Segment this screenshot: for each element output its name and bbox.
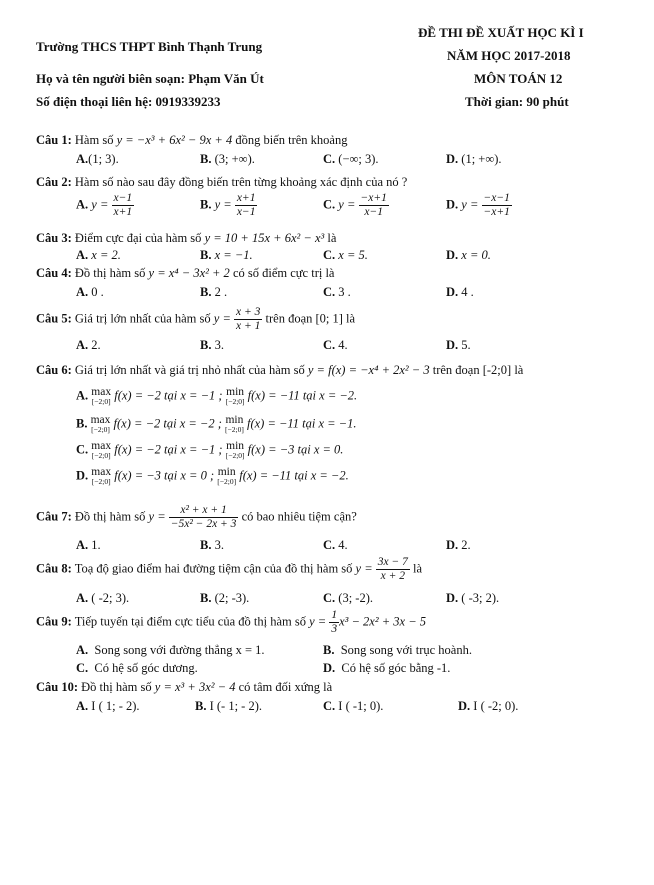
q5-option-c[interactable]: C. 4.	[323, 338, 348, 352]
question-5: Câu 5: Giá trị lớn nhất của hàm số y = $\frac{x + 3}{x + 1}$ trên đoạn [0; 1] là	[36, 306, 356, 332]
q10-option-c[interactable]: C. I ( -1; 0).	[323, 699, 384, 713]
q7-option-b[interactable]: B. 3.	[200, 538, 224, 552]
exam-title: ĐỀ THI ĐỀ XUẤT HỌC KÌ I	[418, 25, 584, 40]
q3-option-d[interactable]: D. x = 0.	[446, 248, 491, 262]
q10-option-b[interactable]: B. I (- 1; - 2).	[195, 699, 263, 713]
q4-option-b[interactable]: B. 2 .	[200, 285, 228, 299]
phone-line: Số điện thoại liên hệ: 0919339233	[36, 94, 221, 109]
question-10: Câu 10: Đồ thị hàm số y = x³ + 3x² − 4 có tâm đối xứng là	[36, 680, 333, 694]
q7-option-d[interactable]: D. 2.	[446, 538, 471, 552]
q1-option-b[interactable]: B. (3; +∞).	[200, 152, 255, 166]
q3-option-a[interactable]: A. x = 2.	[76, 248, 121, 262]
question-7: Câu 7: Đồ thị hàm số y = $\frac{\text{x² + x + 1}}{\text{−5x² − 2x + 3}}$ có bao nhiêu tiệm cận?	[36, 504, 357, 530]
school-name: Trường THCS THPT Bình Thạnh Trung	[36, 39, 263, 54]
q6-option-d[interactable]: D. max [−2;0] f(x) = −3 tại x = 0 ; min [−2;0] f(x) = −11 tại x = −2.	[76, 466, 349, 486]
q10-option-a[interactable]: A. I ( 1; - 2).	[76, 699, 140, 713]
school-year: NĂM HỌC 2017-2018	[447, 48, 571, 63]
q10-option-d[interactable]: D. I ( -2; 0).	[458, 699, 519, 713]
q9-option-c[interactable]: C. Có hệ số góc dương.	[76, 661, 198, 675]
q2-option-d[interactable]: D. y = $\frac{-x-1}{-x+1}$	[446, 192, 510, 218]
q5-option-a[interactable]: A. 2.	[76, 338, 101, 352]
q8-option-b[interactable]: B. (2; -3).	[200, 591, 250, 605]
q8-option-d[interactable]: D. ( -3; 2).	[446, 591, 500, 605]
question-6: Câu 6: Giá trị lớn nhất và giá trị nhỏ nhất của hàm số y = f(x) = −x⁴ + 2x² − 3 trên đoạn [-2;0] là	[36, 363, 524, 377]
q6-option-c[interactable]: C. max [−2;0] f(x) = −2 tại x = −1 ; min [−2;0] f(x) = −3 tại x = 0.	[76, 440, 344, 460]
q8-option-a[interactable]: A. ( -2; 3).	[76, 591, 130, 605]
question-3: Câu 3: Điểm cực đại của hàm số y = 10 + 15x + 6x² − x³ là	[36, 231, 337, 245]
q2-option-a[interactable]: A. y = $\frac{x-1}{x+1}$	[76, 192, 133, 218]
q4-option-c[interactable]: C. 3 .	[323, 285, 351, 299]
q6-option-a[interactable]: A. max [−2;0] f(x) = −2 tại x = −1 ; min [−2;0] f(x) = −11 tại x = −2.	[76, 386, 358, 406]
q2-option-c[interactable]: C. y = $\frac{-x+1}{x-1}$	[323, 192, 387, 218]
q5-option-b[interactable]: B. 3.	[200, 338, 224, 352]
q1-option-d[interactable]: D. (1; +∞).	[446, 152, 502, 166]
q7-option-c[interactable]: C. 4.	[323, 538, 348, 552]
q5-option-d[interactable]: D. 5.	[446, 338, 471, 352]
q3-option-c[interactable]: C. x = 5.	[323, 248, 368, 262]
question-1: Câu 1: Hàm số y = −x³ + 6x² − 9x + 4 đồng biến trên khoảng	[36, 133, 348, 147]
question-8: Câu 8: Toạ độ giao điểm hai đường tiệm cận của đồ thị hàm số y = $\frac{3x - 7}{x + 2}$ là	[36, 556, 423, 582]
q8-option-c[interactable]: C. (3; -2).	[323, 591, 373, 605]
q1-option-a[interactable]: A.(1; 3).	[76, 152, 119, 166]
q4-option-d[interactable]: D. 4 .	[446, 285, 474, 299]
q9-option-a[interactable]: A. Song song với đường thẳng x = 1.	[76, 643, 265, 657]
exam-time: Thời gian: 90 phút	[465, 94, 569, 109]
q9-option-b[interactable]: B. Song song với trục hoành.	[323, 643, 472, 657]
author-line: Họ và tên người biên soạn: Phạm Văn Út	[36, 71, 264, 86]
q3-option-b[interactable]: B. x = −1.	[200, 248, 253, 262]
q7-option-a[interactable]: A. 1.	[76, 538, 101, 552]
q4-option-a[interactable]: A. 0 .	[76, 285, 104, 299]
q2-option-b[interactable]: B. y = $\frac{x+1}{x-1}$	[200, 192, 256, 218]
question-2: Câu 2: Hàm số nào sau đây đồng biến trên từng khoảng xác định của nó ?	[36, 175, 408, 189]
q6-option-b[interactable]: B. max [−2;0] f(x) = −2 tại x = −2 ; min [−2;0] f(x) = −11 tại x = −1.	[76, 414, 357, 434]
q1-option-c[interactable]: C. (−∞; 3).	[323, 152, 379, 166]
question-4: Câu 4: Đồ thị hàm số y = x⁴ − 3x² + 2 có số điểm cực trị là	[36, 266, 335, 280]
subject: MÔN TOÁN 12	[474, 71, 563, 86]
q9-option-d[interactable]: D. Có hệ số góc bằng -1.	[323, 661, 451, 675]
question-9: Câu 9: Tiếp tuyến tại điểm cực tiểu của đồ thị hàm số y = $\frac{1}{3}$ x³ − 2x² + 3x − 5	[36, 609, 427, 635]
